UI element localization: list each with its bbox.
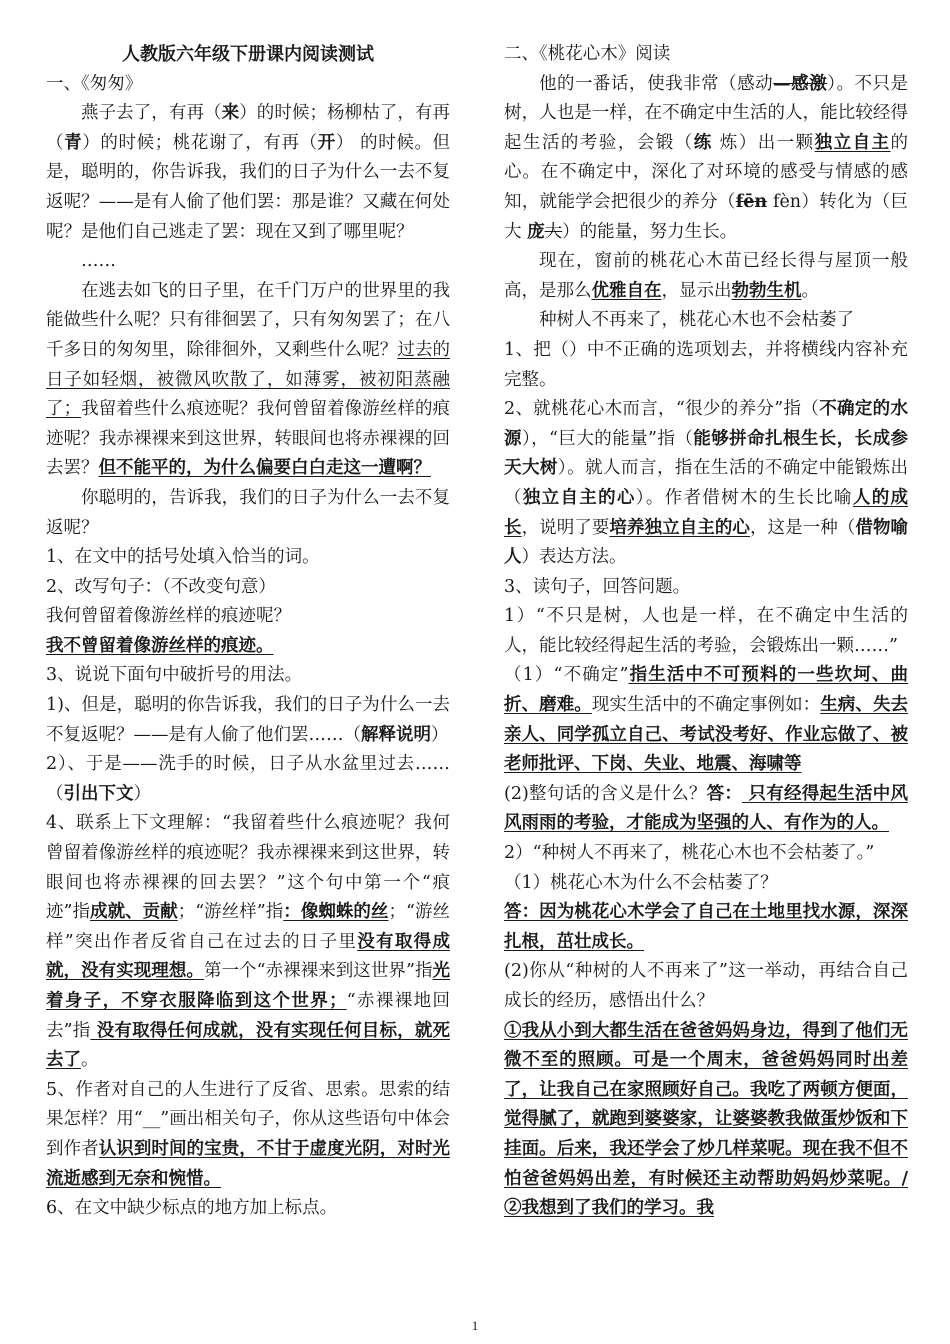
question-3: 3、读句子，回答问题。 (504, 576, 691, 597)
left-column (46, 40, 450, 1224)
passage-2-para-2: 现在，窗前的桃花心木苗已经长得与屋顶一般高，是那么优雅自在，显示出勃勃生机。 (504, 251, 908, 301)
question-2: 2、就桃花心木而言，“很少的养分”指（不确定的水源），“巨大的能量”指（能够拼命扎根生长，长成参天大树）。就人而言，指在生活的不确定中能锻炼出（独立自主的心）。作者借树木的生长比喻人的成长，说明了要培养独立自主的心，这是一种（借物喻人）表达方法。 (504, 399, 909, 568)
question-3-item-2-sub-1: （1）桃花心木为什么不会枯萎了？ (504, 872, 778, 893)
struck-option: 大 (544, 221, 563, 242)
question-2-answer: 我不曾留着像游丝样的痕迹。 (46, 635, 274, 656)
section-heading-2: 二、《桃花心木》阅读 (504, 44, 671, 64)
question-3-item-2: 2）、于是——洗手的时候，日子从水盆里过去…… （引出下文） (46, 754, 450, 804)
underlined-sentence: 过去的日子如轻烟，被微风吹散了，如薄雾，被初阳蒸融了； (46, 339, 451, 420)
answer-fill: 开 (317, 132, 336, 153)
question-1: 1、把（）中不正确的选项划去，并将横线内容补充完整。 (504, 339, 908, 390)
answer-fill: 来 (221, 103, 240, 124)
answer-label: 答： (706, 783, 743, 804)
answer-fill: 独立自主的心 (522, 487, 636, 508)
passage-1-para-3: 你聪明的，告诉我，我们的日子为什么一去不复返呢？ (46, 487, 450, 538)
question-3-item-2-sub-1-answer: 答：因为桃花心木学会了自己在土地里找水源，深深扎根，茁壮成长。 (504, 902, 908, 952)
answer-fill: 借物喻人 (504, 517, 909, 568)
question-1: 1、在文中的括号处填入恰当的词。 (46, 547, 320, 568)
section-heading-1: 一、《匆匆》 (46, 73, 143, 94)
answer-fill: 不确定的水源 (504, 399, 909, 449)
question-3-item-1: 1)、但是，聪明的你告诉我，我们的日子为什么一去不复返呢？——是有人偷了他们罢……（解释说明） (46, 695, 450, 745)
answer-fill: 只有经得起生活中风风雨雨的考验，才能成为坚强的人、有作为的人。 (504, 783, 908, 834)
answer-fill: 独立自主 (814, 132, 891, 153)
answer-fill: 解释说明 (361, 724, 431, 745)
answer-fill: 没有取得任何成就，没有实现任何目标，就死去了 (46, 1020, 450, 1071)
struck-option: —感激 (773, 73, 828, 94)
answer-fill: 生病、失去亲人、同学孤立自己、考试没考好、作业忘做了、被老师批评、下岗、失业、地震、海啸等 (504, 695, 909, 775)
answer-fill: 优雅自在 (591, 280, 662, 301)
question-3-item-1: 1）“不只是树，人也是一样，在不确定中生活的人，能比较经得起生活的考验，会锻炼出一颗……” (504, 606, 908, 656)
question-3-item-2-sub-2: (2)你从“种树的人不再来了”这一举动，再结合自己成长的经历，感悟出什么？ (504, 961, 908, 1011)
passage-1-para-1: 燕子去了，有再（来）的时候；杨柳枯了，有再（青）的时候；桃花谢了，有再（开） 的时候。但是，聪明的，你告诉我，我们的日子为什么一去不复返呢？——是有人偷了他们罢：那是谁？又藏在何处呢？是他们自己逃走了罢：现在又到了哪里呢？ (46, 103, 451, 242)
question-3-item-1-sub-2: (2)整句话的含义是什么？答： 只有经得起生活中风风雨雨的考验，才能成为坚强的人、有作为的人。 (504, 783, 908, 834)
answer-fill: 青 (64, 132, 83, 153)
question-6: 6、在文中缺少标点的地方加上标点。 (46, 1198, 338, 1219)
passage-2-para-1: 他的一番话，使我非常（感动—感激）。不只是树，人也是一样，在不确定中生活的人，能比较经得起生活的考验，会锻（练 炼）出一颗独立自主的心。在不确定中，深化了对环境的感受与情感的感知，就能学会把很少的养分（fēn fèn）转化为（巨大 庞大）的能量，努力生长。 (504, 73, 909, 242)
answer-fill: 庞 (527, 221, 545, 242)
question-3-item-2-sub-2-answer: ①我从小到大都生活在爸爸妈妈身边，得到了他们无微不至的照顾。可是一个周末，爸爸妈妈同时出差了，让我自己在家照顾好自己。我吃了两顿方便面，觉得腻了，就跑到婆婆家，让婆婆教我做蛋炒饭和下挂面。后来，我还学会了炒几样菜呢。现在我不但不怕爸爸妈妈出差，有时候还主动帮助妈妈炒菜呢。/②我想到了我们的学习。我 (504, 1020, 908, 1219)
answer-fill: 勃勃生机 (731, 280, 802, 301)
question-3-item-2: 2）“种树人不再来了，桃花心木也不会枯萎了。” (504, 843, 875, 864)
underlined-sentence: 但不能平的，为什么偏要白白走这一遭啊？ (98, 458, 431, 479)
question-2-text: 我何曾留着像游丝样的痕迹呢？ (46, 606, 291, 627)
answer-fill: 人的成长 (504, 487, 909, 538)
answer-fill: 指生活中不可预料的一些坎坷、曲折、磨难。 (504, 665, 909, 716)
page-title: 人教版六年级下册课内阅读测试 (122, 44, 374, 65)
question-3-item-1-sub-1: （1）“不确定”指生活中不可预料的一些坎坷、曲折、磨难。现实生活中的不确定事例如：生病、失去亲人、同学孤立自己、考试没考好、作业忘做了、被老师批评、下岗、失业、地震、海啸等 (504, 665, 909, 775)
struck-option: fēn (735, 191, 768, 212)
ellipsis: …… (81, 251, 116, 272)
answer-fill: ：像蜘蛛的丝 (283, 902, 389, 923)
answer-fill: 培养独立自主的心 (609, 517, 750, 538)
question-4: 4、联系上下文理解：“我留着些什么痕迹呢？我何曾留着像游丝样的痕迹呢？我赤裸裸来到这世界，转眼间也将赤裸裸的回去罢？”这个句中第一个“痕迹”指成就、贡献；“游丝样”指：像蜘蛛的丝；“游丝样”突出作者反省自己在过去的日子里没有取得成就，没有实现理想。第一个“赤裸裸来到这世界”指光着身子，不穿衣服降临到这个世界；“赤裸裸地回去”指 没有取得任何成就，没有实现任何目标，就死去了。 (46, 813, 451, 1071)
question-5: 5、作者对自己的人生进行了反省、思索。思索的结果怎样？用“__”画出相关句子，你从这些语句中体会到作者认识到时间的宝贵，不甘于虚度光阴，对时光流逝感到无奈和惋惜。 (46, 1079, 451, 1189)
answer-fill: 成就、贡献 (90, 902, 178, 923)
answer-fill: 光着身子，不穿衣服降临到这个世界； (46, 961, 450, 1011)
question-2: 2、改写句子：（不改变句意） (46, 576, 276, 597)
answer-fill: 没有取得成就，没有实现理想。 (46, 931, 450, 982)
answer-fill: 引出下文 (63, 783, 134, 804)
passage-1-para-2: 在逃去如飞的日子里，在千门万户的世界里的我能做些什么呢？只有徘徊罢了，只有匆匆罢了；在八千多日的匆匆里，除徘徊外，又剩些什么呢？过去的日子如轻烟，被微风吹散了，如薄雾，被初阳蒸融了；我留着些什么痕迹呢？我何曾留着像游丝样的痕迹呢？我赤裸裸来到这世界，转眼间也将赤裸裸的回去罢？但不能平的，为什么偏要白白走这一遭啊？ (46, 280, 451, 479)
answer-fill: 能够拼命扎根生长，长成参天大树 (504, 428, 909, 479)
passage-2-para-3: 种树人不再来了，桃花心木也不会枯萎了 (539, 310, 854, 331)
answer-fill: 认识到时间的宝贵，不甘于虚度光阴，对时光流逝感到无奈和惋惜。 (46, 1138, 451, 1189)
page-number: 1 (471, 1318, 479, 1333)
answer-fill: 练 (693, 132, 713, 153)
question-3: 3、说说下面句中破折号的用法。 (46, 665, 303, 686)
right-column (504, 40, 908, 1224)
